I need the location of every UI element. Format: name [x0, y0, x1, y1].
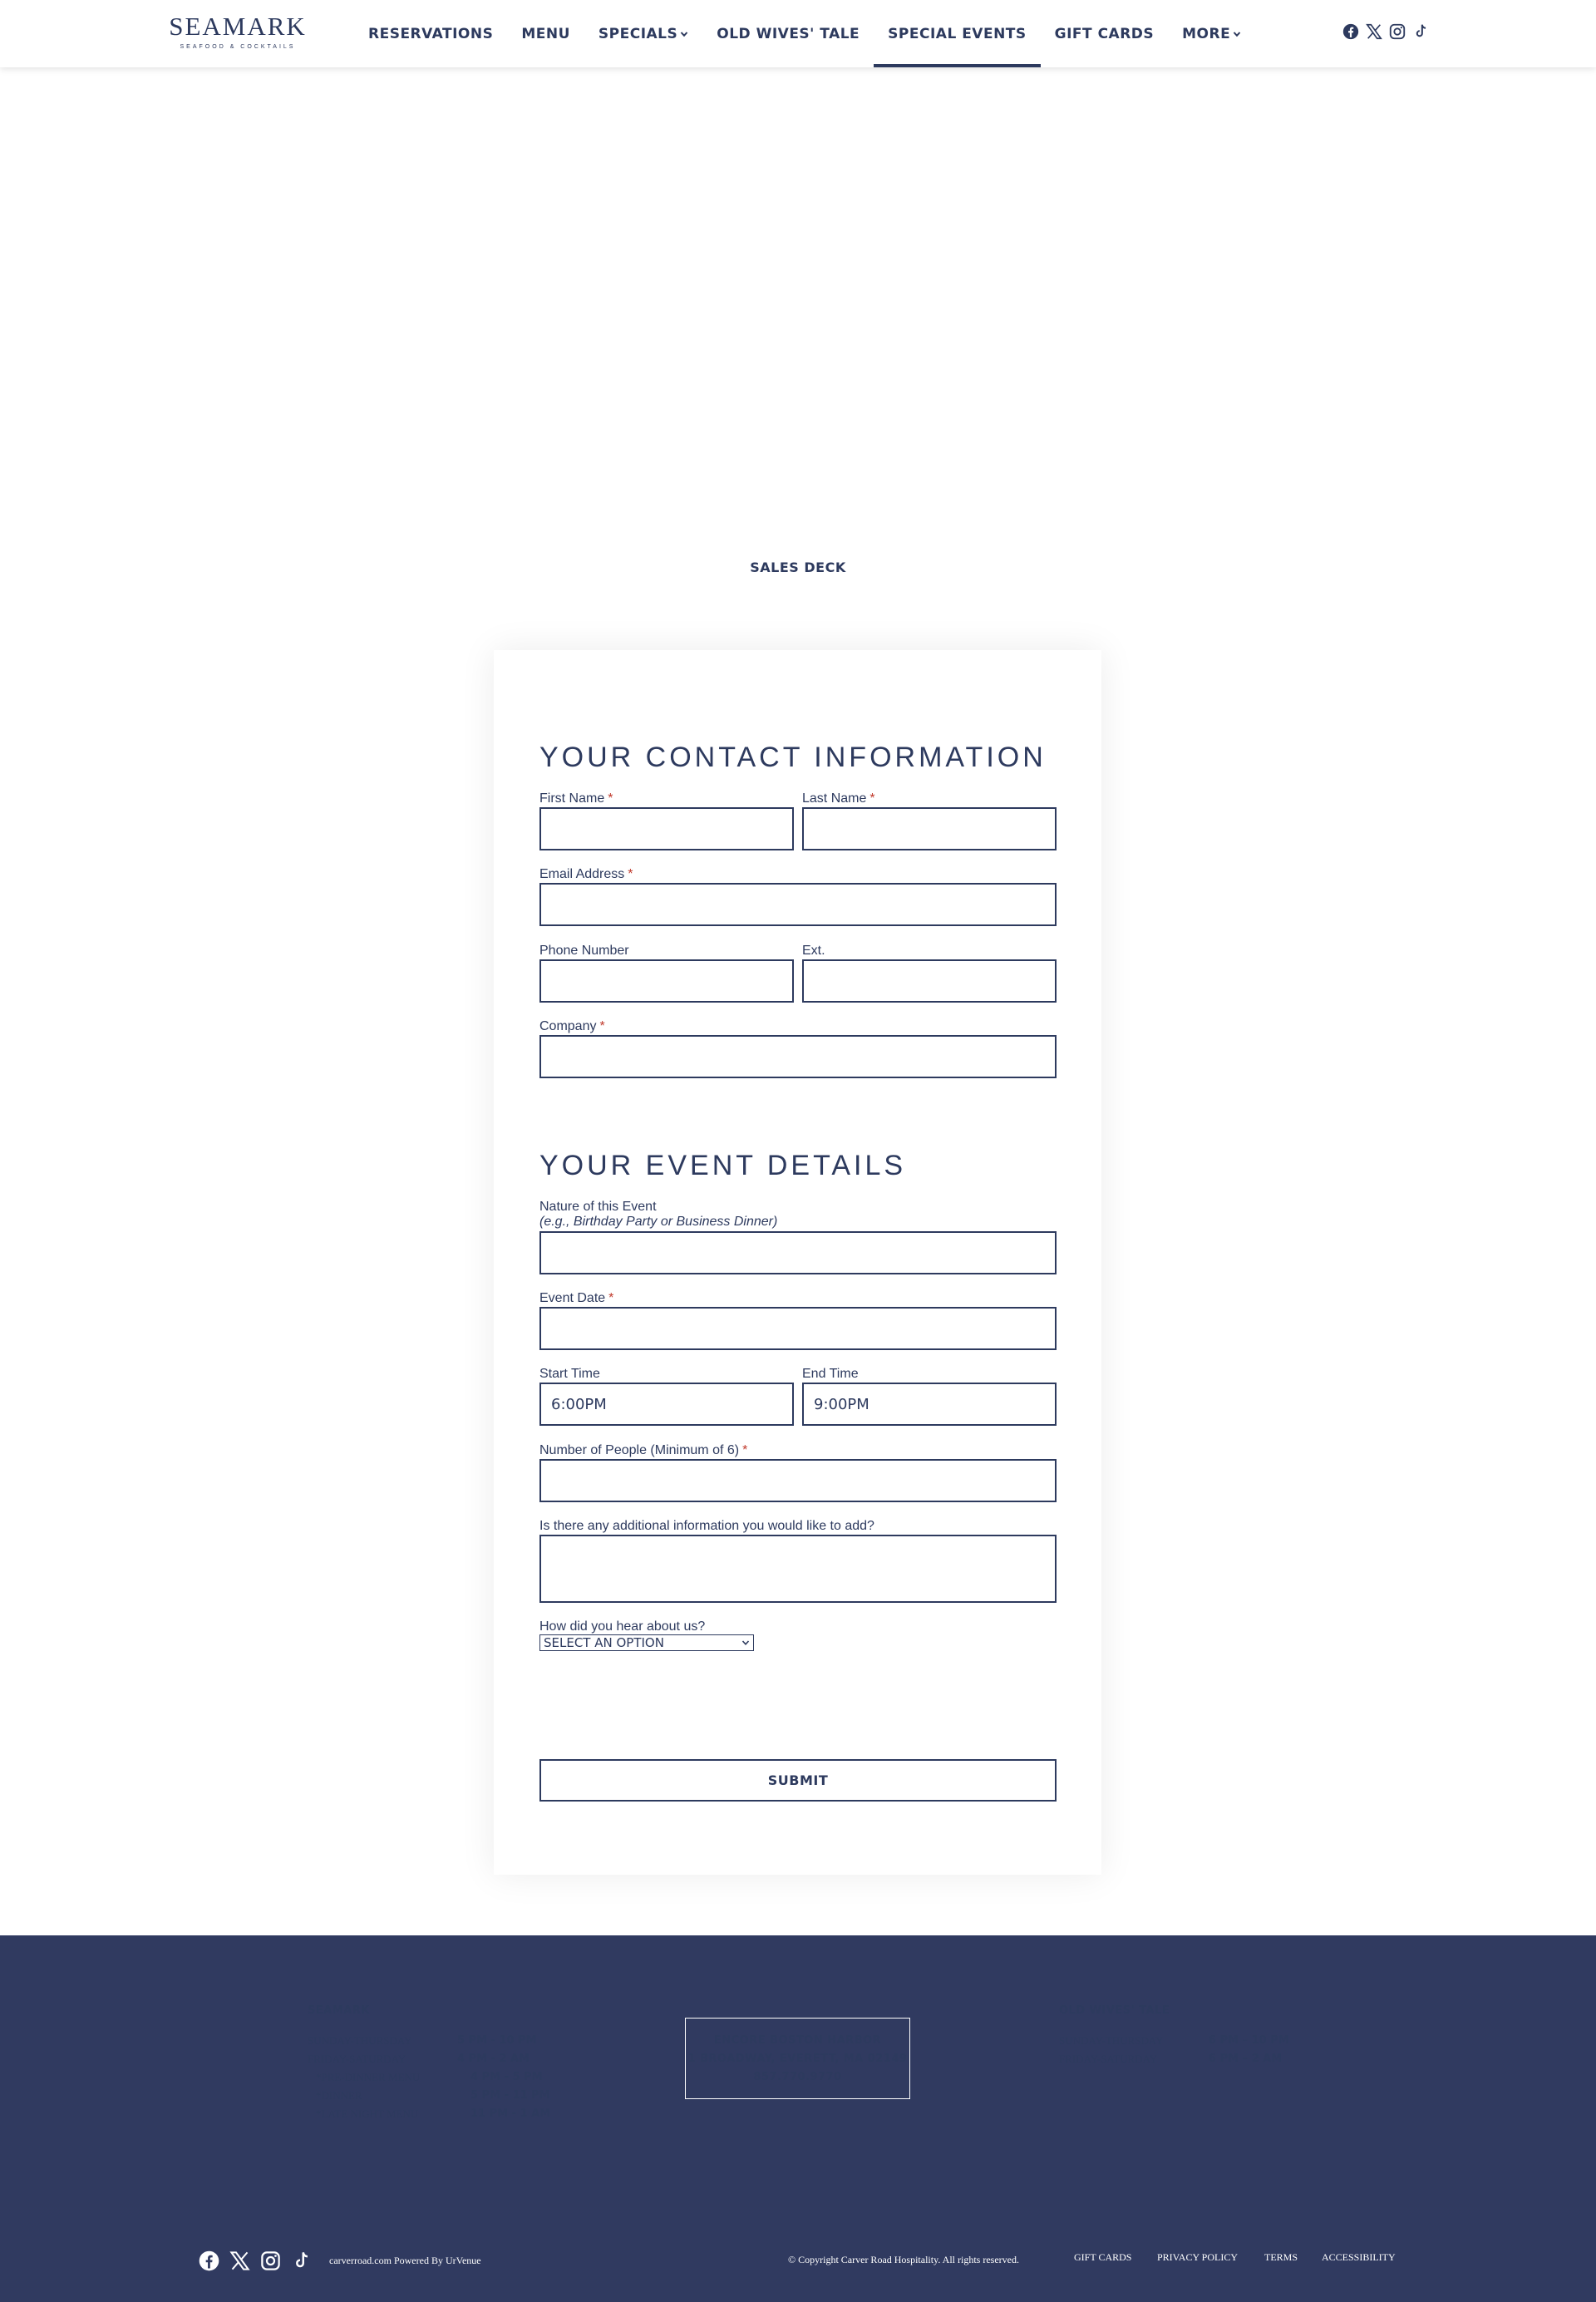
- nav-label: MORE: [1182, 25, 1231, 42]
- required-mark: *: [628, 867, 633, 881]
- event-date-label: [539, 1291, 613, 1306]
- hours-time: 6 PM – 10 PM: [1209, 2034, 1289, 2047]
- event-heading: YOUR EVENT DETAILS: [539, 1150, 907, 1181]
- nav-label: OLD WIVES' TALE: [717, 25, 860, 42]
- facebook-icon[interactable]: [198, 2250, 220, 2272]
- ext-label: Ext.: [802, 944, 825, 958]
- hours-time: 5 PM - 11 PM: [470, 2089, 550, 2102]
- hours-day: FRIDAY-SATURDAY: [1059, 2053, 1158, 2065]
- nature-label: [539, 1200, 777, 1230]
- instagram-icon[interactable]: [1388, 22, 1406, 41]
- nav-specials[interactable]: [584, 0, 702, 67]
- label-text: Last Name: [802, 791, 867, 806]
- end-time-label: End Time: [802, 1367, 859, 1381]
- required-mark: *: [742, 1443, 748, 1457]
- powered-by-link[interactable]: carverroad.com Powered By UrVenue: [329, 2255, 481, 2266]
- hours-day: SUNDAY-THURSDAY: [308, 2034, 412, 2047]
- hours-day: SUNDAY-THURSDAY: [1059, 2034, 1164, 2047]
- footer-link-gift-cards[interactable]: GIFT CARDS: [1074, 2251, 1132, 2263]
- footer-link-privacy-policy[interactable]: PRIVACY POLICY: [1157, 2251, 1239, 2263]
- hours-day: *DINNER: [316, 2089, 362, 2102]
- contact-heading: YOUR CONTACT INFORMATION: [539, 742, 1047, 773]
- footer-link-terms[interactable]: TERMS: [1264, 2251, 1298, 2263]
- people-label: [539, 1443, 747, 1458]
- select-value: SELECT AN OPTION: [544, 1635, 664, 1650]
- start-time-label: Start Time: [539, 1367, 600, 1381]
- copyright-text: © Copyright Carver Road Hospitality. All rights reserved.: [788, 2254, 1019, 2265]
- x-icon[interactable]: [229, 2250, 251, 2272]
- nav-special-events[interactable]: [874, 0, 1040, 67]
- x-icon[interactable]: [1365, 22, 1383, 41]
- label-text: Email Address: [539, 867, 625, 881]
- footer-social-links: [198, 2250, 313, 2272]
- first-name-field[interactable]: [539, 807, 794, 850]
- sales-deck-link[interactable]: SALES DECK: [750, 559, 846, 575]
- last-name-field[interactable]: [802, 807, 1057, 850]
- hours-day: *PRE-DINNER MENU: [316, 2071, 421, 2083]
- nav-label: GIFT CARDS: [1054, 25, 1155, 42]
- event-date-field[interactable]: [539, 1307, 1057, 1350]
- hear-about-label: How did you hear about us?: [539, 1619, 706, 1634]
- nav-gift-cards[interactable]: [1041, 0, 1168, 67]
- required-mark: *: [608, 1291, 614, 1305]
- footer-link-accessibility[interactable]: ACCESSIBILITY: [1322, 2251, 1396, 2263]
- required-mark: *: [869, 791, 875, 806]
- footer-address-box: [685, 2018, 910, 2099]
- nav-more[interactable]: [1168, 0, 1255, 67]
- phone-link[interactable]: 857.770.9770: [753, 2070, 842, 2083]
- required-mark: *: [608, 791, 613, 806]
- nav-label: SPECIALS: [598, 25, 678, 42]
- chevron-down-icon: [741, 1639, 750, 1647]
- start-time-field[interactable]: [539, 1383, 794, 1426]
- footer-seamark-title: SEAMARK: [308, 2004, 370, 2017]
- label-text: Nature of this Event: [539, 1200, 657, 1214]
- instagram-icon[interactable]: [259, 2250, 282, 2272]
- additional-info-textarea[interactable]: [539, 1535, 1057, 1603]
- label-text: Number of People (Minimum of 6): [539, 1443, 740, 1457]
- hours-time: 4 PM - 5 PM: [470, 2071, 543, 2083]
- chevron-down-icon: [680, 30, 688, 38]
- email-field[interactable]: [539, 883, 1057, 926]
- submit-button[interactable]: SUBMIT: [539, 1759, 1057, 1802]
- hours-day: *LATE NIGHT MENU: [316, 2107, 419, 2120]
- label-text: Event Date: [539, 1291, 606, 1305]
- end-time-field[interactable]: [802, 1383, 1057, 1426]
- email-label: [539, 867, 633, 882]
- hours-time: 11 PM - 1 AM: [470, 2107, 551, 2120]
- facebook-icon[interactable]: [1342, 22, 1360, 41]
- number-of-people-field[interactable]: [539, 1459, 1057, 1502]
- nav-old-wives-tale[interactable]: [702, 0, 874, 67]
- site-footer: [0, 1935, 1596, 2302]
- hear-about-select[interactable]: [539, 1634, 754, 1651]
- first-name-label: [539, 791, 613, 806]
- company-label: [539, 1019, 605, 1034]
- logo-tagline: SEAFOOD & COCKTAILS: [180, 44, 296, 50]
- ext-field[interactable]: [802, 959, 1057, 1003]
- address-line: ENCORE BOSTON HARBOR: [713, 2033, 882, 2047]
- label-text: Company: [539, 1019, 597, 1033]
- nav-label: RESERVATIONS: [368, 25, 494, 42]
- site-header: [0, 0, 1596, 67]
- tiktok-icon[interactable]: [290, 2250, 313, 2272]
- footer-owt-title: OLD WIVES' TALE: [1059, 2004, 1170, 2017]
- nature-hint: (e.g., Birthday Party or Business Dinner): [539, 1215, 778, 1229]
- tiktok-icon[interactable]: [1411, 22, 1430, 41]
- nature-of-event-field[interactable]: [539, 1231, 1057, 1274]
- hours-day: FRIDAY-SATURDAY: [308, 2053, 406, 2065]
- company-field[interactable]: [539, 1035, 1057, 1078]
- chevron-down-icon: [1233, 30, 1241, 38]
- hours-time: 6 PM – 2 AM: [1209, 2053, 1283, 2065]
- nav-label: SPECIAL EVENTS: [888, 25, 1027, 42]
- hours-time: 4 PM - 2 AM: [457, 2053, 530, 2065]
- label-text: First Name: [539, 791, 605, 806]
- main-nav: [368, 0, 1255, 67]
- phone-field[interactable]: [539, 959, 794, 1003]
- nav-label: MENU: [521, 25, 570, 42]
- address-line: 1 BROADWAY, EVERETT, MA 02149: [687, 2052, 908, 2065]
- required-mark: *: [599, 1019, 605, 1033]
- last-name-label: [802, 791, 875, 806]
- logo[interactable]: [158, 12, 318, 55]
- nav-reservations[interactable]: [368, 0, 507, 67]
- header-social-links: [1342, 22, 1430, 41]
- phone-label: Phone Number: [539, 944, 629, 958]
- additional-info-label: Is there any additional information you would like to add?: [539, 1519, 874, 1533]
- hours-time: 5 PM - 10 PM: [457, 2034, 537, 2047]
- nav-menu[interactable]: [507, 0, 584, 67]
- logo-wordmark: SEAMARK: [169, 12, 307, 41]
